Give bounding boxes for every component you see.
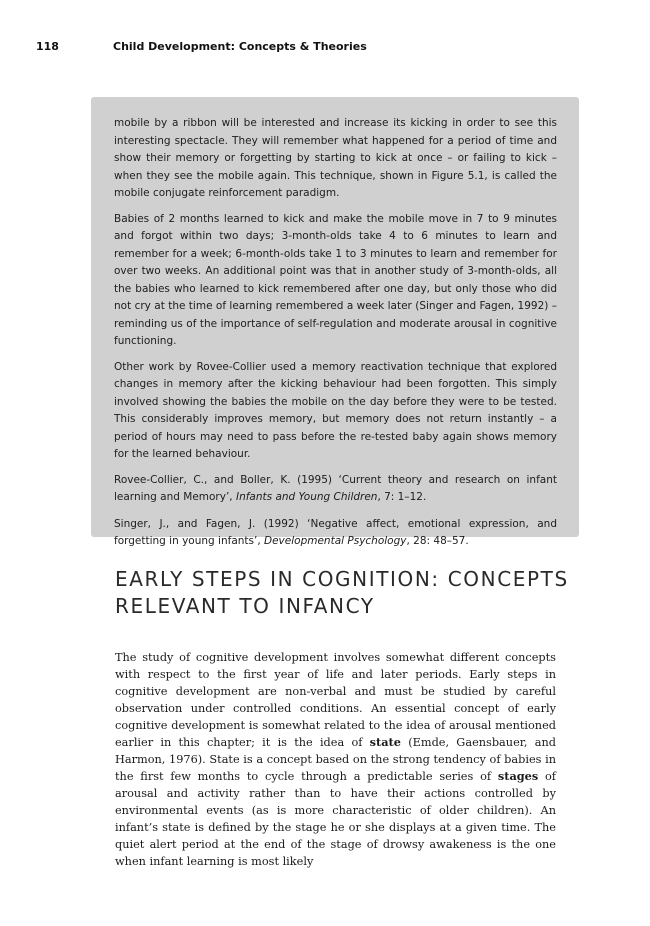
key-term-stages: stages [497, 769, 539, 783]
boxout-paragraph: Babies of 2 months learned to kick and make the mobile move in 7 to 9 minutes and forgot within two days; 3-month-olds take 4 to 6 minutes to learn and remember for a week; 6-month-olds take 1 to 3 minutes to learn and remember for over two weeks. An additional point was that in another study of 3-month-olds, all the babies who learned to kick remembered after one day, but only those who did not cry at the time of learning remembered a week later (Singer and Fagen, 1992) – reminding us of the importance of self-regulation and moderate arousal in cognitive functioning. [114, 212, 557, 347]
reference-rovee-collier [114, 472, 557, 507]
body-text-segment: of arousal and activity rather than to have their actions controlled by environmental events (as is more characteristic of older children). An infant’s state is defined by the stage he or she displays at a given time. The quiet alert period at the end of the stage of drowsy awakeness is the one when infant learning is most likely [115, 770, 556, 868]
reference-citation: , 7: 1–12. [377, 491, 427, 503]
research-boxout [91, 97, 579, 547]
reference-citation: , 28: 48–57. [406, 535, 469, 547]
section-heading: EARLY STEPS IN COGNITION: CONCEPTS RELEVANT TO INFANCY [115, 567, 569, 618]
reference-singer-fagen [114, 516, 557, 551]
reference-text: Rovee-Collier, C., and Boller, K. (1995) ‘Current theory and research on infant learning and Memory’, [114, 473, 557, 503]
body-text-segment: The study of cognitive development involves somewhat different concepts with respect to the first year of life and later periods. Early steps in cognitive development are non-verbal and must be studied by careful observation under controlled conditions. An essential concept of early cognitive development is somewhat related to the idea of arousal mentioned earlier in this chapter; it is the idea of [115, 651, 556, 749]
reference-text: Singer, J., and Fagen, J. (1992) ‘Negative affect, emotional expression, and forgetting in young infants’, [114, 517, 557, 547]
journal-title: Infants and Young Children [235, 491, 378, 503]
journal-title: Developmental Psychology [264, 535, 407, 547]
page-number: 118 [36, 40, 59, 53]
body-text-segment: (Emde, Gaensbauer, and Harmon, 1976). State is a concept based on the strong tendency of babies in the first few months to cycle through a predictable series of [115, 736, 556, 783]
boxout-paragraph: Other work by Rovee-Collier used a memory reactivation technique that explored changes in memory after the kicking behaviour had been forgotten. This simply involved showing the babies the mobile on the day before they were to be tested. This considerably improves memory, but memory does not return instantly – a period of hours may need to pass before the re-tested baby again shows memory for the learned behaviour. [114, 360, 557, 460]
body-paragraph [115, 649, 556, 870]
boxout-paragraph: mobile by a ribbon will be interested and increase its kicking in order to see this interesting spectacle. They will remember what happened for a period of time and show their memory or forgetting by starting to kick at once – or failing to kick – when they see the mobile again. This technique, shown in Figure 5.1, is called the mobile conjugate reinforcement paradigm. [114, 117, 557, 199]
book-title: Child Development: Concepts & Theories [113, 40, 367, 53]
key-term-state: state [369, 735, 401, 749]
